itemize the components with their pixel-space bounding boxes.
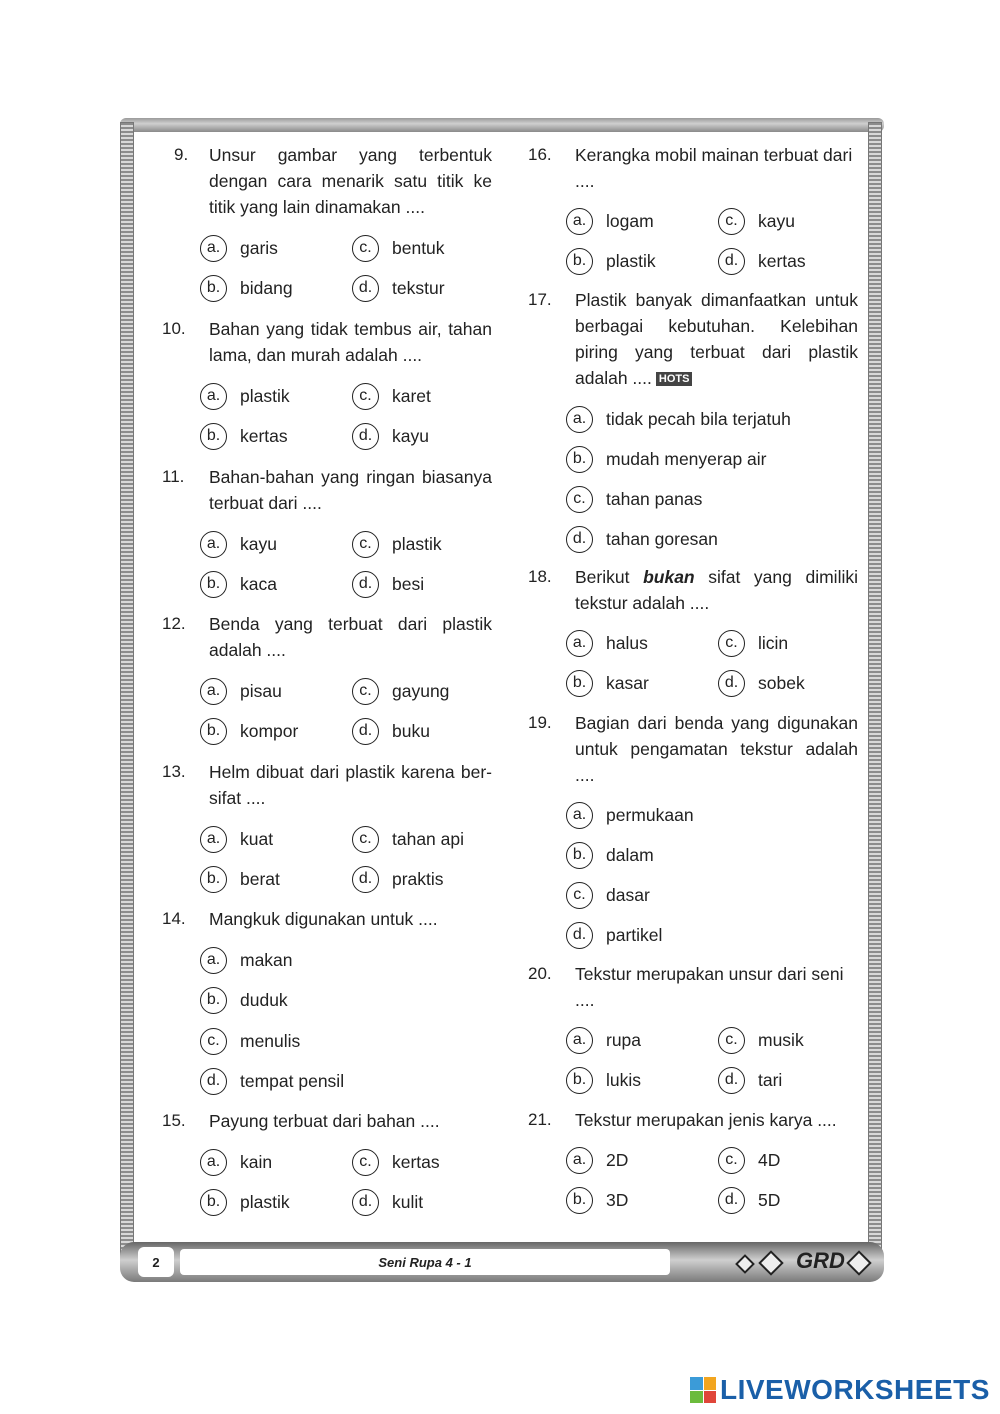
option-text: garis <box>240 237 278 258</box>
watermark-text: LIVEWORKSHEETS <box>720 1374 990 1405</box>
option-key: d. <box>352 866 379 893</box>
option-text: plastik <box>392 533 442 554</box>
option-a[interactable] <box>566 629 648 657</box>
option-key: c. <box>566 486 593 513</box>
question-number: 20. <box>528 964 552 983</box>
option-text: bidang <box>240 277 293 298</box>
option-text: plastik <box>240 385 290 406</box>
option-b[interactable] <box>200 422 288 450</box>
option-text: kompor <box>240 720 299 741</box>
option-key: d. <box>718 1067 745 1094</box>
option-key: c. <box>718 1147 745 1174</box>
option-key: a. <box>566 1147 593 1174</box>
option-a[interactable] <box>566 207 654 235</box>
option-d[interactable] <box>352 422 429 450</box>
question-number: 17. <box>528 290 552 309</box>
option-b[interactable] <box>200 1188 290 1216</box>
option-key: a. <box>200 531 227 558</box>
option-a[interactable] <box>200 946 293 974</box>
question-text <box>575 287 858 391</box>
option-c[interactable] <box>352 1148 440 1176</box>
option-text: tahan goresan <box>606 528 718 549</box>
option-key: b. <box>566 1067 593 1094</box>
option-a[interactable] <box>566 405 791 433</box>
option-text: makan <box>240 949 293 970</box>
option-text: pisau <box>240 680 282 701</box>
option-d[interactable] <box>352 865 444 893</box>
option-key: a. <box>566 1027 593 1054</box>
option-b[interactable] <box>200 717 298 745</box>
option-text: tari <box>758 1069 783 1090</box>
option-a[interactable] <box>200 825 273 853</box>
option-c[interactable] <box>566 485 702 513</box>
option-key: c. <box>200 1028 227 1055</box>
option-text: musik <box>758 1029 804 1050</box>
question-number: 14. <box>162 909 186 928</box>
option-text: duduk <box>240 989 288 1010</box>
question-text <box>575 564 858 616</box>
option-key: a. <box>200 383 227 410</box>
option-key: d. <box>352 275 379 302</box>
option-a[interactable] <box>200 382 290 410</box>
question-text: Mangkuk digunakan untuk .... <box>209 909 438 929</box>
option-d[interactable] <box>566 921 662 949</box>
option-b[interactable] <box>566 841 654 869</box>
option-b[interactable] <box>200 986 288 1014</box>
option-key: d. <box>352 718 379 745</box>
option-text: kertas <box>392 1151 440 1172</box>
option-b[interactable] <box>200 274 293 302</box>
option-text: partikel <box>606 924 663 945</box>
option-key: a. <box>566 406 593 433</box>
option-c[interactable] <box>352 677 449 705</box>
option-key: c. <box>352 531 379 558</box>
option-c[interactable] <box>718 1146 780 1174</box>
option-a[interactable] <box>566 1026 641 1054</box>
option-a[interactable] <box>200 1148 272 1176</box>
question-text: Benda yang terbuat dari plastik adalah .... <box>209 614 492 660</box>
option-text: tekstur <box>392 277 445 298</box>
option-text: halus <box>606 632 648 653</box>
option-key: b. <box>200 987 227 1014</box>
question-text: Bagian dari benda yang digunakan untuk pengamatan tekstur adalah .... <box>575 713 858 785</box>
option-key: c. <box>566 882 593 909</box>
question-number: 10. <box>162 319 186 338</box>
liveworksheets-icon <box>690 1377 716 1403</box>
option-text: sobek <box>758 672 805 693</box>
option-c[interactable] <box>352 825 464 853</box>
option-key: c. <box>352 826 379 853</box>
question-number: 18. <box>528 567 552 586</box>
option-c[interactable] <box>718 629 788 657</box>
option-c[interactable] <box>718 207 795 235</box>
option-c[interactable] <box>200 1027 300 1055</box>
option-key: d. <box>352 571 379 598</box>
option-text: dasar <box>606 884 650 905</box>
option-b[interactable] <box>566 1186 628 1214</box>
option-key: c. <box>718 630 745 657</box>
option-text: praktis <box>392 868 444 889</box>
option-key: d. <box>566 922 593 949</box>
question-text: Bahan-bahan yang ringan biasanya terbuat dari .... <box>209 467 492 513</box>
option-text: kaca <box>240 573 277 594</box>
option-c[interactable] <box>352 234 445 262</box>
option-d[interactable] <box>566 525 718 553</box>
option-text: karet <box>392 385 431 406</box>
option-key: b. <box>200 275 227 302</box>
option-text: 3D <box>606 1189 629 1210</box>
liveworksheets-watermark <box>690 1374 990 1406</box>
option-text: bentuk <box>392 237 445 258</box>
question-number: 21. <box>528 1110 552 1129</box>
page-frame-top <box>120 118 884 132</box>
option-key: c. <box>352 235 379 262</box>
option-text: kasar <box>606 672 649 693</box>
option-key: d. <box>200 1068 227 1095</box>
option-a[interactable] <box>200 677 282 705</box>
question-number: 9. <box>174 145 189 164</box>
option-text: tidak pecah bila terjatuh <box>606 408 791 429</box>
option-b[interactable] <box>566 445 767 473</box>
page-frame-right-rail <box>868 122 882 1262</box>
option-b[interactable] <box>200 570 277 598</box>
question-number: 16. <box>528 145 552 164</box>
option-key: b. <box>566 1187 593 1214</box>
option-key: d. <box>718 248 745 275</box>
option-text: tahan api <box>392 828 465 849</box>
option-d[interactable] <box>718 1066 782 1094</box>
option-key: b. <box>200 1189 227 1216</box>
option-text: logam <box>606 210 654 231</box>
option-text: tahan panas <box>606 488 703 509</box>
question-text-start: Berikut <box>575 567 630 587</box>
publisher-logo: GRD <box>796 1248 845 1273</box>
option-c[interactable] <box>718 1026 804 1054</box>
option-key: b. <box>566 248 593 275</box>
question-text: Tekstur merupakan jenis karya .... <box>575 1110 837 1130</box>
question-text: Kerangka mobil mainan terbuat dari .... <box>575 145 853 191</box>
option-c[interactable] <box>566 881 650 909</box>
option-text: 4D <box>758 1149 781 1170</box>
option-key: d. <box>566 526 593 553</box>
option-text: kuat <box>240 828 274 849</box>
option-key: b. <box>200 866 227 893</box>
option-text: gayung <box>392 680 450 701</box>
option-text: berat <box>240 868 280 889</box>
option-d[interactable] <box>718 247 806 275</box>
option-a[interactable] <box>200 530 277 558</box>
option-key: a. <box>200 1149 227 1176</box>
question-text: Tekstur merupakan unsur dari seni .... <box>575 964 844 1010</box>
option-key: b. <box>566 842 593 869</box>
option-text: mudah menyerap air <box>606 448 767 469</box>
hots-badge: HOTS <box>656 372 693 386</box>
option-key: a. <box>566 208 593 235</box>
option-text: kayu <box>392 425 429 446</box>
question-text-end: sifat yang dimiliki tekstur adalah .... <box>575 567 858 613</box>
option-b[interactable] <box>566 669 649 697</box>
option-c[interactable] <box>352 382 431 410</box>
option-key: d. <box>352 423 379 450</box>
option-text: kertas <box>758 250 806 271</box>
option-text: kain <box>240 1151 273 1172</box>
option-text: rupa <box>606 1029 642 1050</box>
question-text: Unsur gambar yang terbentuk dengan cara menarik satu titik ke titik yang lain dinamakan .... <box>209 145 492 217</box>
option-key: b. <box>566 446 593 473</box>
question-number: 15. <box>162 1111 186 1130</box>
option-text: 5D <box>758 1189 781 1210</box>
subject-title: Seni Rupa 4 - 1 <box>378 1254 472 1270</box>
option-key: b. <box>200 423 227 450</box>
option-key: c. <box>352 678 379 705</box>
page-frame-left-rail <box>120 122 134 1262</box>
option-b[interactable] <box>566 247 656 275</box>
option-b[interactable] <box>566 1066 641 1094</box>
option-text: kayu <box>758 210 795 231</box>
option-text: lukis <box>606 1069 642 1090</box>
option-text: buku <box>392 720 430 741</box>
option-key: d. <box>352 1189 379 1216</box>
option-text: kertas <box>240 425 288 446</box>
option-key: b. <box>200 571 227 598</box>
option-c[interactable] <box>352 530 442 558</box>
option-text: 2D <box>606 1149 629 1170</box>
option-text: licin <box>758 632 789 653</box>
question-text: Payung terbuat dari bahan .... <box>209 1111 440 1131</box>
option-a[interactable] <box>200 234 278 262</box>
option-a[interactable] <box>566 801 694 829</box>
option-d[interactable] <box>352 570 424 598</box>
option-key: c. <box>718 1027 745 1054</box>
option-text: tempat pensil <box>240 1070 345 1091</box>
option-key: b. <box>566 670 593 697</box>
page-number: 2 <box>138 1247 174 1277</box>
option-text: menulis <box>240 1030 301 1051</box>
question-number: 19. <box>528 713 552 732</box>
option-a[interactable] <box>566 1146 628 1174</box>
option-key: a. <box>566 802 593 829</box>
option-d[interactable] <box>718 1186 780 1214</box>
question-body: Plastik banyak dimanfaatkan untuk berbagai kebutuhan. Kelebihan piring yang terbuat dari plastik adalah .... <box>575 290 858 388</box>
option-d[interactable] <box>352 1188 423 1216</box>
option-key: a. <box>200 826 227 853</box>
option-d[interactable] <box>718 669 805 697</box>
option-text: kayu <box>240 533 277 554</box>
option-text: permukaan <box>606 804 694 825</box>
option-key: b. <box>200 718 227 745</box>
option-d[interactable] <box>352 717 430 745</box>
option-text: plastik <box>606 250 656 271</box>
emphasis-word: bukan <box>643 567 695 587</box>
option-text: dalam <box>606 844 654 865</box>
question-number: 12. <box>162 614 186 633</box>
option-key: c. <box>352 383 379 410</box>
option-key: a. <box>566 630 593 657</box>
option-key: d. <box>718 1187 745 1214</box>
option-key: a. <box>200 678 227 705</box>
option-key: d. <box>718 670 745 697</box>
option-key: a. <box>200 947 227 974</box>
option-text: kulit <box>392 1191 424 1212</box>
option-text: plastik <box>240 1191 290 1212</box>
question-number: 13. <box>162 762 186 781</box>
option-key: a. <box>200 235 227 262</box>
question-number: 11. <box>162 467 185 486</box>
question-text: Helm dibuat dari plastik karena ber-sifat .... <box>209 762 492 808</box>
option-d[interactable] <box>200 1067 344 1095</box>
option-d[interactable] <box>352 274 445 302</box>
option-text: besi <box>392 573 425 594</box>
option-b[interactable] <box>200 865 280 893</box>
question-text: Bahan yang tidak tembus air, tahan lama, dan murah adalah .... <box>209 319 492 365</box>
option-key: c. <box>352 1149 379 1176</box>
option-key: c. <box>718 208 745 235</box>
